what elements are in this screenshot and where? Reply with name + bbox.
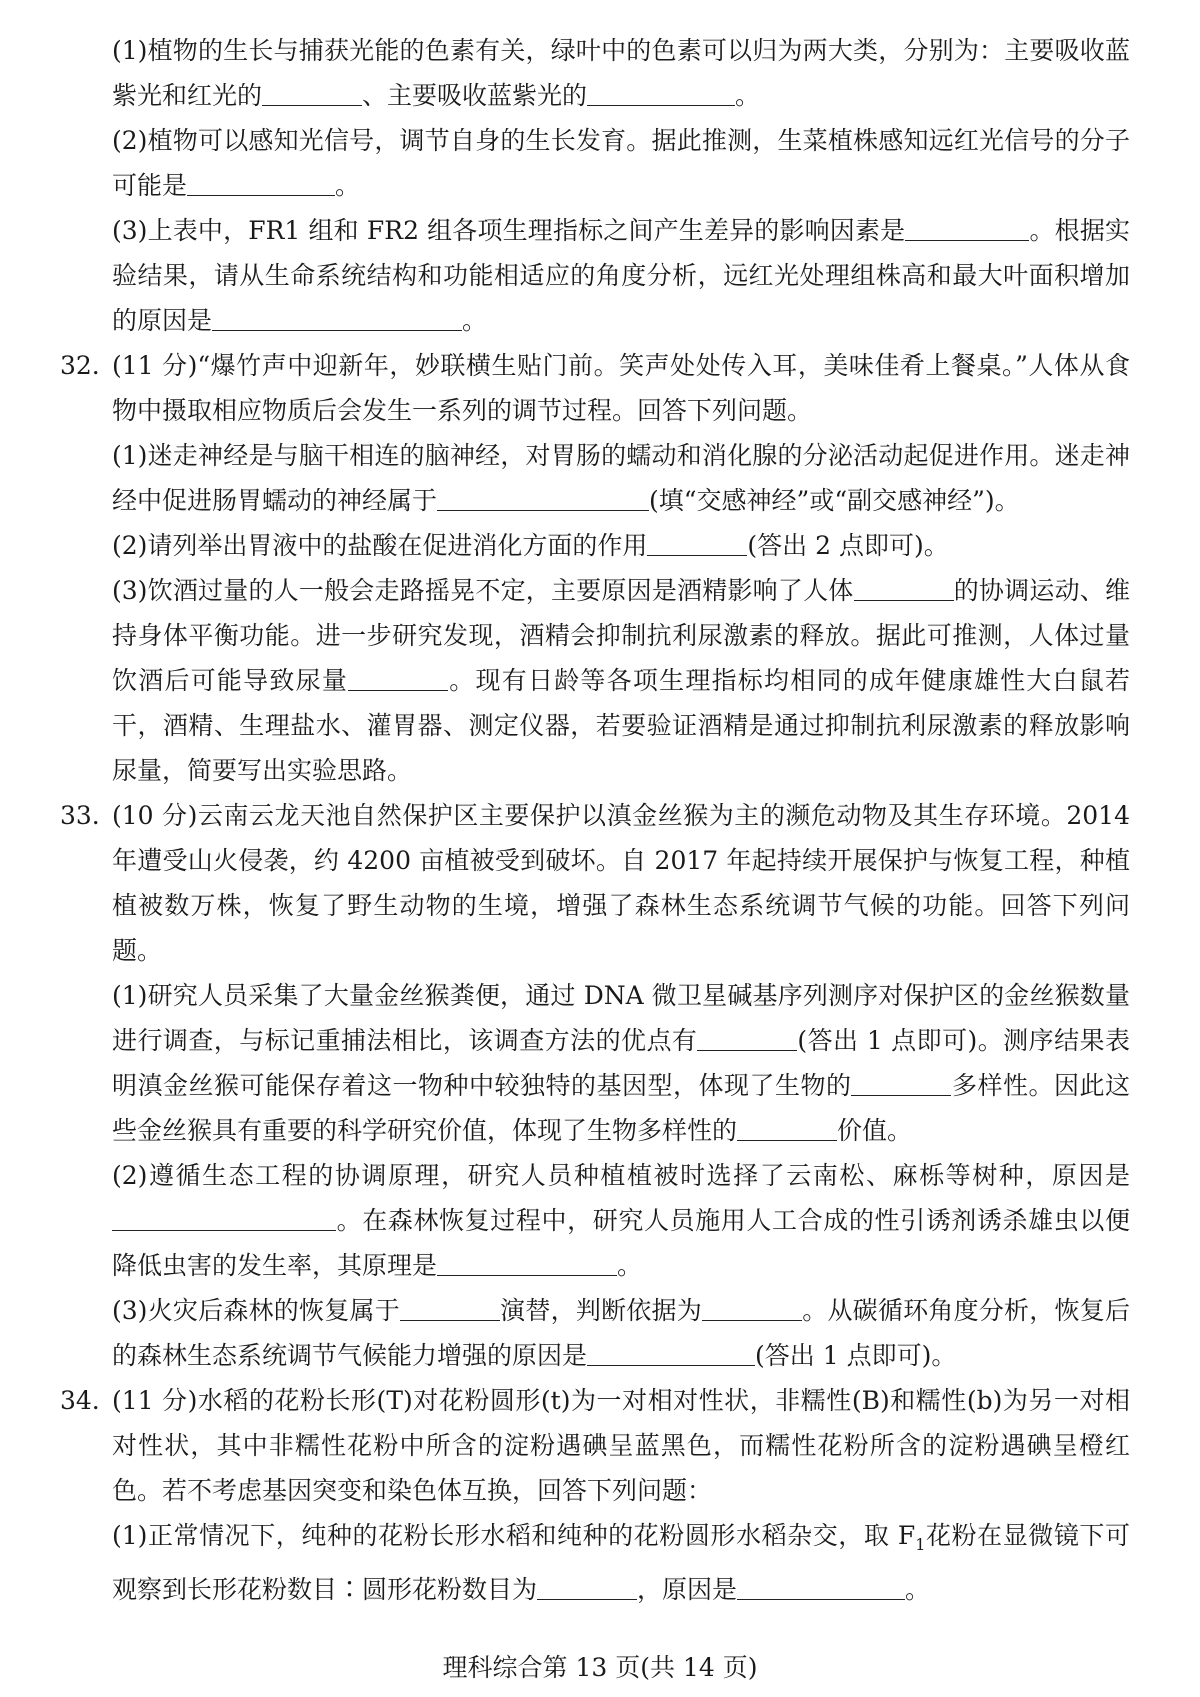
q33-part2: [112, 1153, 1130, 1288]
answer-blank[interactable]: [437, 482, 649, 511]
text: (3)火灾后森林的恢复属于: [112, 1296, 400, 1325]
q31-part1: [112, 28, 1130, 118]
q33-intro: [60, 793, 1130, 973]
text: 。根据实验结果，请从生命系统结构和功能相适应的角度分析，远红光处理组株高和最大叶面积增加的原因是: [112, 216, 1130, 335]
page-footer: 理科综合第 13 页(共 14 页): [442, 1653, 758, 1682]
q33-part1: [112, 973, 1130, 1153]
text: (2)植物可以感知光信号，调节自身的生长发育。据此推测，生菜植株感知远红光信号的分子可能是: [112, 126, 1130, 200]
answer-blank[interactable]: [212, 302, 462, 331]
text: (11 分)水稻的花粉长形(T)对花粉圆形(t)为一对相对性状，非糯性(B)和糯性(b)为另一对相对性状，其中非糯性花粉中所含的淀粉遇碘呈蓝黑色，而糯性花粉所含的淀粉遇碘呈橙红色。若不考虑基因突变和染色体互换，回答下列问题：: [112, 1386, 1130, 1505]
question-number: 34.: [60, 1386, 100, 1415]
answer-blank[interactable]: [854, 572, 954, 601]
question-32: [60, 343, 1130, 793]
text: 多样性。因此这些金丝猴具有重要的科学研究价值，体现了生物多样性的: [112, 1071, 1130, 1145]
answer-blank[interactable]: [348, 662, 448, 691]
text: (11 分)“爆竹声中迎新年，妙联横生贴门前。笑声处处传入耳，美味佳肴上餐桌。”人体从食物中摄取相应物质后会发生一系列的调节过程。回答下列问题。: [112, 351, 1130, 425]
text: (2)请列举出胃液中的盐酸在促进消化方面的作用: [112, 531, 648, 560]
answer-blank[interactable]: [697, 1022, 797, 1051]
q34-intro: [60, 1378, 1130, 1513]
text: (3)上表中，FR1 组和 FR2 组各项生理指标之间产生差异的影响因素是: [112, 216, 906, 245]
text: (2)遵循生态工程的协调原理，研究人员种植植被时选择了云南松、麻栎等树种，原因是: [112, 1161, 1130, 1190]
text: 演替，判断依据为: [499, 1296, 702, 1325]
text: 。从碳循环角度分析，恢复后的森林生态系统调节气候能力增强的原因是: [112, 1296, 1130, 1370]
text: (3)饮酒过量的人一般会走路摇晃不定，主要原因是酒精影响了人体: [112, 576, 854, 605]
text: (1)植物的生长与捕获光能的色素有关，绿叶中的色素可以归为两大类，分别为：主要吸收蓝紫光和红光的: [112, 36, 1130, 110]
answer-blank[interactable]: [737, 1112, 837, 1141]
text: (答出 1 点即可)。测序结果表明滇金丝猴可能保存着这一物种中较独特的基因型，体现了生物的: [112, 1026, 1130, 1100]
answer-blank[interactable]: [737, 1571, 905, 1600]
text: 花粉在显微镜下可观察到长形花粉数目∶圆形花粉数目为: [112, 1521, 1130, 1604]
answer-blank[interactable]: [587, 1337, 755, 1366]
q31-part3: [112, 208, 1130, 343]
text: (填“交感神经”或“副交感神经”)。: [649, 486, 1020, 515]
text: 、主要吸收蓝紫光的: [362, 81, 588, 110]
question-33: [60, 793, 1130, 1378]
question-number: 32.: [60, 351, 100, 380]
text: 。: [617, 1251, 643, 1280]
answer-blank[interactable]: [905, 212, 1029, 241]
text: 价值。: [837, 1116, 913, 1145]
answer-blank[interactable]: [187, 167, 335, 196]
text: (1)研究人员采集了大量金丝猴粪便，通过 DNA 微卫星碱基序列测序对保护区的金丝猴数量进行调查，与标记重捕法相比，该调查方法的优点有: [112, 981, 1130, 1055]
question-number: 33.: [60, 801, 100, 830]
answer-blank[interactable]: [437, 1247, 617, 1276]
subscript: 1: [915, 1535, 926, 1554]
text: 。: [905, 1575, 931, 1604]
answer-blank[interactable]: [851, 1067, 951, 1096]
q34-part1: [112, 1513, 1130, 1612]
text: 。在森林恢复过程中，研究人员施用人工合成的性引诱剂诱杀雄虫以便降低虫害的发生率，其原理是: [112, 1206, 1130, 1280]
answer-blank[interactable]: [702, 1292, 802, 1321]
text: (1)正常情况下，纯种的花粉长形水稻和纯种的花粉圆形水稻杂交，取 F: [112, 1521, 916, 1550]
q32-part1: [112, 433, 1130, 523]
text: 。现有日龄等各项生理指标均相同的成年健康雄性大白鼠若干，酒精、生理盐水、灌胃器、测定仪器，若要验证酒精是通过抑制抗利尿激素的释放影响尿量，简要写出实验思路。: [112, 666, 1130, 785]
answer-blank[interactable]: [112, 1202, 336, 1231]
q31-part2: [112, 118, 1130, 208]
text: (答出 1 点即可)。: [755, 1341, 957, 1370]
text: 的协调运动、维持身体平衡功能。进一步研究发现，酒精会抑制抗利尿激素的释放。据此可推测，人体过量饮酒后可能导致尿量: [112, 576, 1130, 695]
answer-blank[interactable]: [587, 77, 735, 106]
q32-part2: [112, 523, 1130, 568]
text: (10 分)云南云龙天池自然保护区主要保护以滇金丝猴为主的濒危动物及其生存环境。2014 年遭受山火侵袭，约 4200 亩植被受到破坏。自 2017 年起持续开展保护与恢复工程，种植植被数万株，恢复了野生动物的生境，增强了森林生态系统调节气候的功能。回答下列问题。: [112, 801, 1130, 965]
q32-part3: [112, 568, 1130, 793]
text: 。: [462, 306, 488, 335]
answer-blank[interactable]: [647, 527, 747, 556]
q32-intro: [60, 343, 1130, 433]
text: ，原因是: [637, 1575, 738, 1604]
text: 。: [335, 171, 361, 200]
answer-blank[interactable]: [262, 77, 362, 106]
text: 。: [735, 81, 761, 110]
text: (1)迷走神经是与脑干相连的脑神经，对胃肠的蠕动和消化腺的分泌活动起促进作用。迷走神经中促进肠胃蠕动的神经属于: [112, 441, 1130, 515]
text: (答出 2 点即可)。: [747, 531, 949, 560]
answer-blank[interactable]: [537, 1571, 637, 1600]
question-34: [60, 1378, 1130, 1612]
q33-part3: [112, 1288, 1130, 1378]
answer-blank[interactable]: [400, 1292, 500, 1321]
